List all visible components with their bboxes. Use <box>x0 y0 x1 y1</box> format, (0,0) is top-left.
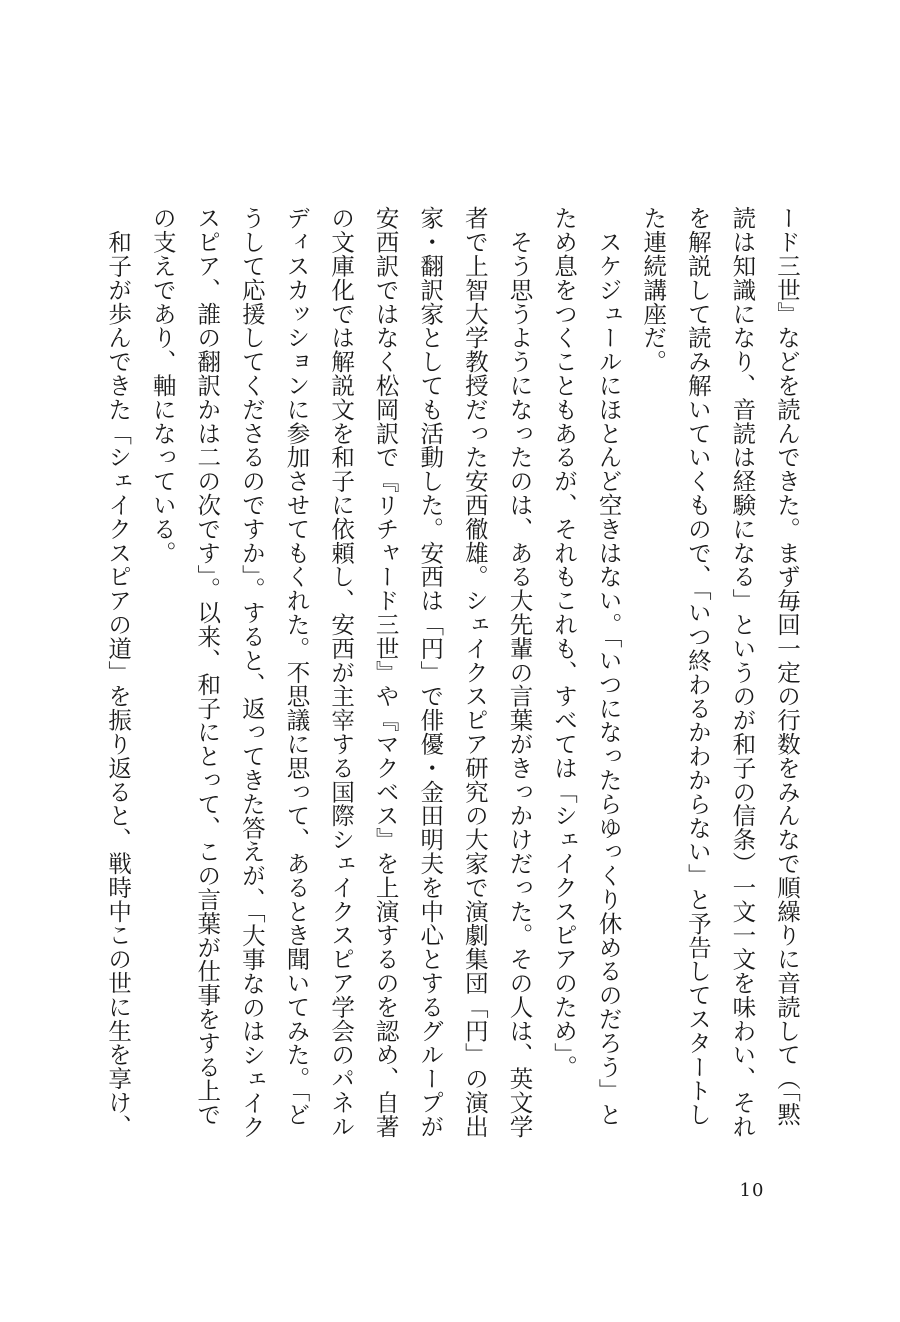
page-number: 10 <box>739 1180 765 1201</box>
paragraph-1: ード三世』などを読んできた。まず毎回一定の行数をみんなで順繰りに音読して（「黙読は知識になり、音読は経験になる」というのが和子の信条）一文一文を味わい、それを解説して読み解いていくもので、「いつ終わるかわからない」と予告してスタートした連続講座だ。 <box>639 206 801 1139</box>
paragraph-2: スケジュールにほとんど空きはない。「いつになったらゆっくり休めるのだろう」とため息をつくこともあるが、それもこれも、すべては「シェイクスピアのため」。 <box>550 206 623 1127</box>
vertical-text-body <box>104 206 809 1140</box>
paragraph-4: 和子が歩んできた「シェイクスピアの道」を振り返ると、戦時中この世に生を享け、 <box>104 206 133 1139</box>
paragraph-3: そう思うようになったのは、ある大先輩の言葉がきっかけだった。その人は、英文学者で上智大学教授だった安西徹雄。シェイクスピア研究の大家で演劇集団「円」の演出家・翻訳家としても活動した。安西は「円」で俳優・金田明夫を中心とするグループが安西訳ではなく松岡訳で『リチャード三世』や『マクベス』を上演するのを認め、自著の文庫化では解説文を和子に依頼し、安西が主宰する国際シェイクスピア学会のパネルディスカッションに参加させてもくれた。不思議に思って、あるとき聞いてみた。「どうして応援してくださるのですか」。すると、返ってきた答えが、「大事なのはシェイクスピア、誰の翻訳かは二の次です」。以来、和子にとって、この言葉が仕事をする上での支えであり、軸になっている。 <box>148 206 534 1139</box>
